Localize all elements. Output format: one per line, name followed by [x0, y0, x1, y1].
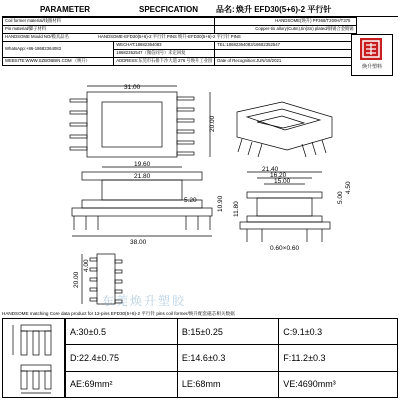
dim-side-c: 15.00: [274, 178, 291, 185]
dim-front-inner: 21.80: [134, 173, 151, 180]
dim-ortho-height: 20.00: [73, 271, 80, 288]
website: WEBSITE:WWW.SZBOBBIN.COM （焕升）: [3, 58, 114, 66]
core-sketch: [2, 318, 65, 398]
recognition-date: Date of Recognition:JUN/18/2021: [215, 58, 356, 66]
core-c: C:9.1±0.3: [279, 319, 398, 345]
mould-row: HANDSOME Mould NO/模具品名 HANDSOME-EFD30(5+6)-2 平行针 PINS 焕升-EFD30(5+6)-2 平行针 PINS: [3, 34, 357, 42]
company-logo: [351, 34, 393, 76]
core-data-table: [65, 318, 398, 398]
product-name: 焕升 EFD30(5+6)-2 平行针: [236, 4, 332, 14]
core-ve: VE:4690mm³: [279, 371, 398, 397]
dim-side-b: 16.20: [270, 172, 287, 179]
dim-side-left: 11.80: [233, 201, 240, 217]
coil-material-label: Coil former material/线圈材料: [3, 18, 215, 26]
dim-top-height: 20.00: [209, 115, 216, 132]
pin-material-label: Pin material/脚子材料: [3, 26, 215, 34]
dim-front-base: 38.00: [130, 239, 147, 246]
core-f: F:11.2±0.3: [279, 345, 398, 371]
logo-caption: 焕升塑料: [361, 64, 382, 70]
watermark: 东莞焕升塑胶: [102, 294, 187, 308]
dim-top-width: 31.00: [124, 84, 141, 91]
parameter-title: PARAMETER: [40, 4, 91, 14]
core-data-section: [2, 318, 398, 398]
dim-front-height: 10.90: [217, 195, 224, 212]
coil-material-value: HANDSOME(焕升) PF368/T200H/T375: [215, 18, 356, 26]
tel: TEL:18682364083/18682352547: [215, 42, 356, 50]
perspective-view: [237, 102, 332, 157]
address: ADDRESS:东莞市石排下沙大道 276 号焕升工业园: [114, 58, 215, 66]
product-label: 品名:: [216, 4, 235, 14]
wechat-extra: 18682352547（微信同号）未定回复: [114, 50, 215, 58]
dim-front-slot: 5.20: [184, 197, 197, 204]
specification-title: SPECFICATION: [139, 4, 198, 14]
logo-mark: [360, 38, 382, 60]
core-b: B:15±0.25: [177, 319, 278, 345]
dim-side-a: 21.40: [262, 166, 279, 173]
dim-side-right2: 4.50: [345, 181, 352, 194]
technical-drawing: [2, 82, 398, 310]
pin-material-value: Copper-tin allory(Cu6n),tin(Sn) plated/铜锡合金镀锡: [215, 26, 356, 34]
core-e: E:14.6±0.3: [177, 345, 278, 371]
core-data-caption: HANDSOME matching Core data product for 12-pins EFD30(5+6)-2 平行针 pins coil former/焕升配套磁芯相关数据: [2, 311, 235, 317]
sheet-header: [2, 2, 398, 17]
whatsapp: WhatsApp:+86-18682364083: [3, 42, 114, 58]
core-d: D:22.4±0.75: [66, 345, 178, 371]
core-a: A:30±0.5: [66, 319, 178, 345]
core-le: LE:68mm: [177, 371, 278, 397]
top-view: [70, 86, 210, 157]
dim-front-mid: 19.60: [134, 161, 151, 168]
dim-pin-pitch: 0.60×0.60: [270, 245, 300, 252]
dim-side-base: 4.00: [83, 259, 90, 272]
dim-side-right: 5.00: [337, 191, 344, 204]
info-table: [2, 17, 398, 66]
spec-sheet: [2, 2, 398, 398]
wechat: WECHAT:18682364083: [114, 42, 215, 50]
core-ae: AE:69mm²: [66, 371, 178, 397]
